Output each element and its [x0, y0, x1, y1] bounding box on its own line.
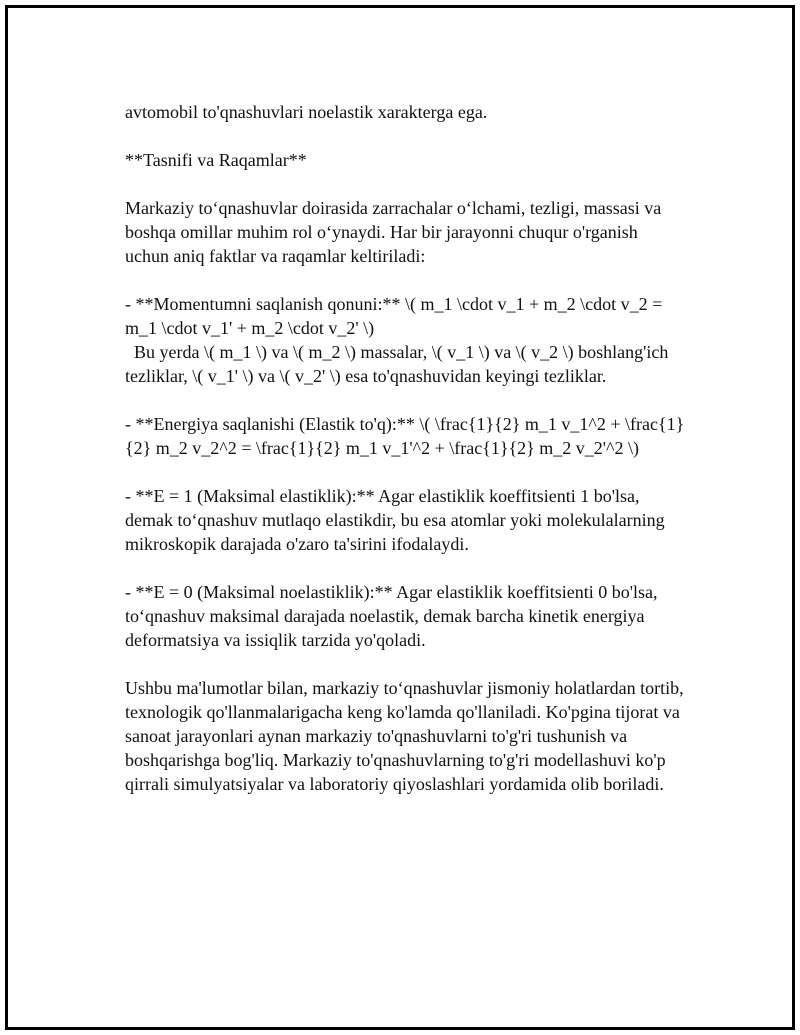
paragraph-intro-line: avtomobil to'qnashuvlari noelastik xarakterga ega.	[125, 102, 488, 122]
document-body	[125, 100, 689, 820]
paragraph-overview: Markaziy to‘qnashuvlar doirasida zarrachalar o‘lchami, tezligi, massasi va boshqa omillar muhim rol o‘ynaydi. Har bir jarayonni chuqur o'rganish uchun aniq faktlar va raqamlar keltiriladi:	[125, 198, 666, 266]
page-frame	[5, 5, 795, 1030]
paragraph-conclusion: Ushbu ma'lumotlar bilan, markaziy to‘qnashuvlar jismoniy holatlardan tortib, texnologik qo'llanmalarigacha keng ko'lamda qo'llaniladi. Ko'pgina tijorat va sanoat jarayonlari aynan markaziy to'qnashuvlarni to'g'ri tushunish va boshqarishga bog'liq. Markaziy to'qnashuvlarning to'g'ri modellashuvi ko'p qirrali simulyatsiyalar va laboratoriy qiyoslashlari yordamida olib boriladi.	[125, 678, 689, 794]
section-heading: **Tasnifi va Raqamlar**	[125, 150, 307, 170]
list-item-e-equals-1: - **E = 1 (Maksimal elastiklik):** Agar elastiklik koeffitsienti 1 bo'lsa, demak to‘qnashuv mutlaqo elastikdir, bu esa atomlar yoki molekulalarning mikroskopik darajada o'zaro ta'sirini ifodalaydi.	[125, 486, 670, 554]
list-item-momentum: - **Momentumni saqlanish qonuni:** \( m_1 \cdot v_1 + m_2 \cdot v_2 = m_1 \cdot v_1' + m_2 \cdot v_2' \) Bu yerda \( m_1 \) va \( m_2 \) massalar, \( v_1 \) va \( v_2 \) boshlang'ich tezliklar, \( v_1' \) va \( v_2' \) esa to'qnashuvidan keyingi tezliklar.	[125, 294, 669, 386]
list-item-energy: - **Energiya saqlanishi (Elastik to'q):** \( \frac{1}{2} m_1 v_1^2 + \frac{1}{2} m_2 v_2^2 = \frac{1}{2} m_1 v_1'^2 + \frac{1}{2} m_2 v_2'^2 \)	[125, 414, 685, 458]
list-item-e-equals-0: - **E = 0 (Maksimal noelastiklik):** Agar elastiklik koeffitsienti 0 bo'lsa, to‘qnashuv maksimal darajada noelastik, demak barcha kinetik energiya deformatsiya va issiqlik tarzida yo'qoladi.	[125, 582, 662, 650]
